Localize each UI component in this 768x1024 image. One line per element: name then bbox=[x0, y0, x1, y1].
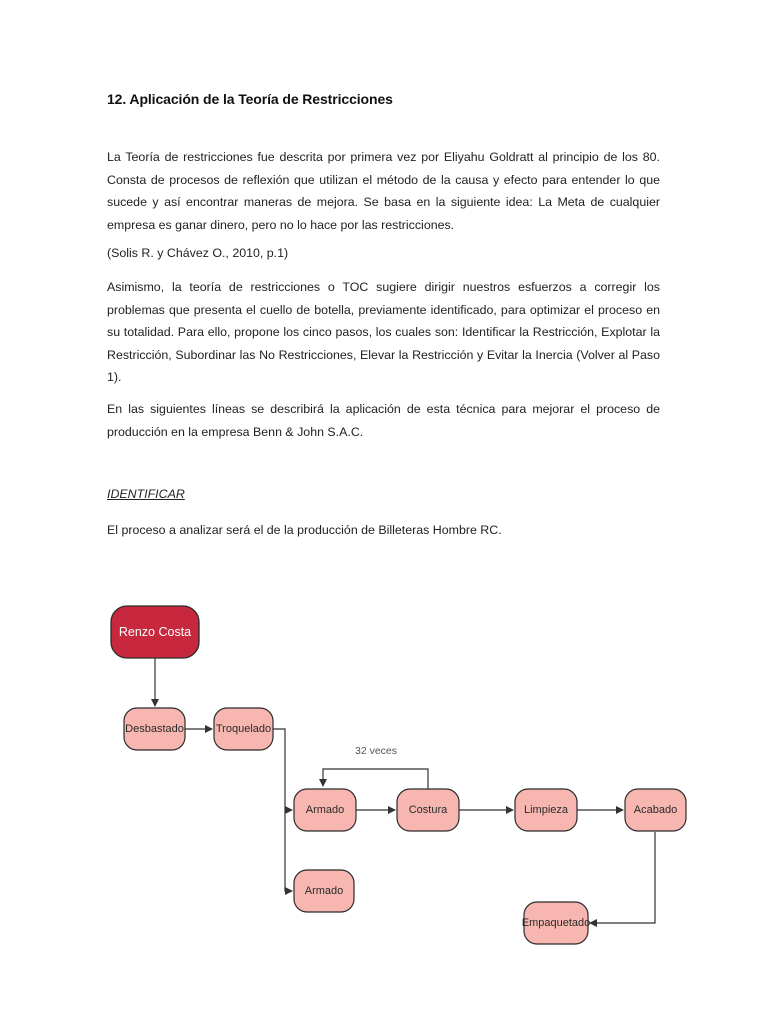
node-empaquetado-label: Empaquetado bbox=[521, 917, 591, 929]
node-limpieza-label: Limpieza bbox=[523, 804, 569, 816]
node-armado-2-label: Armado bbox=[304, 885, 344, 897]
node-desbastado-label: Desbastado bbox=[125, 723, 184, 735]
node-armado-label: Armado bbox=[305, 804, 345, 816]
node-limpieza bbox=[515, 789, 577, 831]
node-root bbox=[111, 606, 199, 658]
node-troquelado bbox=[214, 708, 273, 750]
node-armado bbox=[294, 789, 356, 831]
section-title-identificar: IDENTIFICAR bbox=[107, 487, 185, 501]
node-root-label: Renzo Costa bbox=[118, 625, 192, 639]
page-heading: 12. Aplicación de la Teoría de Restricciones bbox=[107, 91, 393, 107]
node-costura bbox=[397, 789, 459, 831]
connector-acabado-empaquetado bbox=[590, 832, 655, 923]
paragraph-intro: La Teoría de restricciones fue descrita por primera vez por Eliyahu Goldratt al principio de los 80. Consta de procesos de reflexión que utilizan el método de la causa y efecto para entender lo que sucede y así encontrar maneras de mejora. Se basa en la siguiente idea: La Meta de cualquier empresa es ganar dinero, pero no lo hace por las restricciones. bbox=[107, 150, 660, 232]
node-acabado-label: Acabado bbox=[633, 804, 678, 816]
node-armado-2 bbox=[294, 870, 354, 912]
connector-troquelado-armado-2 bbox=[285, 810, 292, 891]
paragraph-application: En las siguientes líneas se describirá la aplicación de esta técnica para mejorar el proceso de producción en la empresa Benn & John S.A.C. bbox=[107, 402, 660, 439]
paragraph-toc: Asimismo, la teoría de restricciones o TOC sugiere dirigir nuestros esfuerzos a corregir los problemas que presenta el cuello de botella, previamente identificado, para optimizar el proceso en su totalidad. Para ello, propone los cinco pasos, los cuales son: Identificar la Restricción, Explotar la Restricción, Subordinar las No Restricciones, Elevar la Restricción y Evitar la Inercia (Volver al Paso 1). bbox=[107, 280, 660, 384]
node-desbastado bbox=[124, 708, 185, 750]
paragraph-citation: (Solis R. y Chávez O., 2010, p.1) bbox=[107, 246, 289, 260]
loop-label: 32 veces bbox=[354, 745, 398, 757]
section-text: El proceso a analizar será el de la producción de Billeteras Hombre RC. bbox=[107, 523, 502, 537]
connector-troquelado-armado bbox=[273, 729, 292, 810]
node-acabado bbox=[625, 789, 686, 831]
node-empaquetado bbox=[522, 902, 591, 944]
node-costura-label: Costura bbox=[408, 804, 448, 816]
node-troquelado-label: Troquelado bbox=[215, 723, 272, 735]
connector-loop-costura-armado bbox=[323, 769, 428, 789]
